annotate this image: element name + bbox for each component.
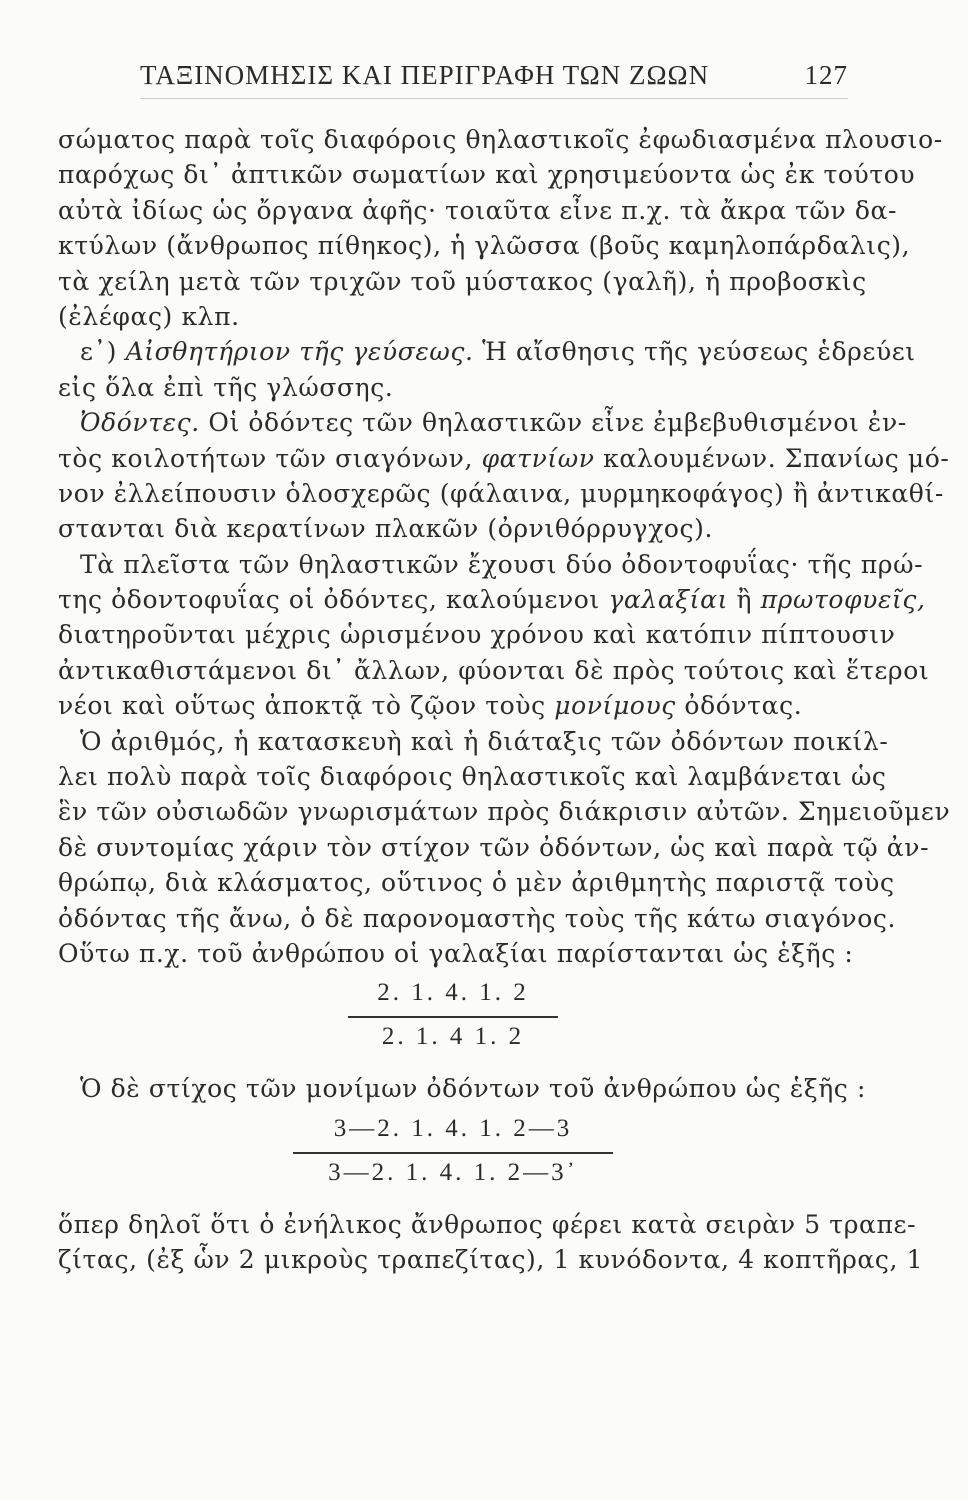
text-line: λει πολὺ παρὰ τοῖς διαφόροις θηλαστικοῖς καὶ λαμβάνεται ὡς [58,762,887,792]
text-line: (ἐλέφας) κλπ. [58,301,240,331]
text-line: δὲ συντομίας χάριν τὸν στίχον τῶν ὀδόντων, ὡς καὶ παρὰ τῷ ἀν- [58,832,930,862]
text-line: διατηροῦνται μέχρις ὡρισμένου χρόνου καὶ κατόπιν πίπτουσιν [58,620,896,650]
dental-formula-permanent-teeth [58,1107,848,1207]
section-title: Αἰσθητήριον τῆς γεύσεως. [125,337,474,367]
text-line [58,441,950,476]
section-text: Ἡ αἴσθησις τῆς γεύσεως ἑδρεύει [473,337,916,367]
text-line: νον ἐλλείπουσιν ὁλοσχερῶς (φάλαινα, μυρμηκοφάγος) ἢ ἀντικαθί- [58,478,944,508]
text-line: Οὕτω π.χ. τοῦ ἀνθρώπου οἱ γαλαξίαι παρίστανται ὡς ἑξῆς : [58,938,854,968]
formula-numerator: 2. 1. 4. 1. 2 [377,979,529,1007]
text-line: παρόχως δι᾽ ἀπτικῶν σωματίων καὶ χρησιμεύοντα ὡς ἐκ τούτου [58,160,916,190]
text-line: κτύλων (ἄνθρωπος πίθηκος), ἡ γλῶσσα (βοῦς καμηλοπάρδαλις), [58,231,911,261]
text-line: στανται διὰ κερατίνων πλακῶν (ὀρνιθόρρυγχος). [58,514,713,544]
text-line [58,688,848,723]
text-span: της ὀδοντοφυΐας οἱ ὀδόντες, καλούμενοι [58,585,609,615]
text-line: ἓν τῶν οὐσιωδῶν γνωρισμάτων πρὸς διάκρισιν αὐτῶν. Σημειοῦμεν [58,797,951,827]
text-line: Ὁ ἀριθμός, ἡ κατασκευὴ καὶ ἡ διάταξις τῶν ὀδόντων ποικίλ- [80,726,889,756]
text-span: ἢ [727,585,761,615]
teeth-title: Ὀδόντες. [80,408,200,438]
text-line: ζίτας, (ἐξ ὧν 2 μικροὺς τραπεζίτας), 1 κυνόδοντα, 4 κοπτῆρας, 1 [58,1245,924,1275]
text-span: νέοι καὶ οὕτως ἀποκτᾷ τὸ ζῷον τοὺς [58,691,555,721]
section-heading-taste [58,334,916,369]
term-monimous: μονίμους [554,691,676,721]
text-line [58,582,926,617]
text-line: Τὰ πλεῖστα τῶν θηλαστικῶν ἔχουσι δύο ὀδοντοφυΐας· τῆς πρώ- [80,549,924,579]
section-prefix: ε᾽) [80,337,118,367]
body-text [58,122,951,1278]
header-rule [140,98,848,99]
running-header [140,54,852,98]
text-line: Ὁ δὲ στίχος τῶν μονίμων ὀδόντων τοῦ ἀνθρώπου ὡς ἑξῆς : [80,1074,866,1104]
text-line: ὅπερ δηλοῖ ὅτι ὁ ἐνήλικος ἄνθρωπος φέρει κατὰ σειρὰν 5 τραπε- [58,1209,917,1239]
text-span: τὸς κοιλοτήτων τῶν σιαγόνων, [58,443,482,473]
term-phatnia: φατνίων [481,443,595,473]
fraction-bar [348,1016,558,1018]
text-line: σώματος παρὰ τοῖς διαφόροις θηλαστικοῖς ἐφωδιασμένα πλουσιο- [58,125,943,154]
teeth-text: Οἱ ὀδόντες τῶν θηλαστικῶν εἶνε ἐμβεβυθισμένοι ἐν- [199,408,907,438]
text-line: ἀντικαθιστάμενοι δι᾽ ἄλλων, φύονται δὲ πρὸς τούτοις καὶ ἕτεροι [58,655,930,685]
formula-denominator: 3—2. 1. 4. 1. 2—3᾽ [328,1158,578,1186]
text-line: αὐτὰ ἰδίως ὡς ὄργανα ἀφῆς· τοιαῦτα εἶνε π.χ. τὰ ἄκρα τῶν δα- [58,195,898,225]
text-span: ὀδόντας. [675,691,803,721]
dental-formula-milk-teeth [58,971,848,1071]
term-protophyeis: πρωτοφυεῖς, [760,585,926,615]
text-span: καλουμένων. Σπανίως μό- [594,443,950,473]
formula-numerator: 3—2. 1. 4. 1. 2—3 [333,1114,573,1142]
text-line: θρώπῳ, διὰ κλάσματος, οὕτινος ὁ μὲν ἀριθμητὴς παριστᾷ τοὺς [58,868,895,898]
formula-denominator: 2. 1. 4 1. 2 [381,1023,525,1051]
text-line: ὀδόντας τῆς ἄνω, ὁ δὲ παρονομαστὴς τοὺς τῆς κάτω σιαγόνος. [58,903,896,933]
page-number: 127 [804,60,848,90]
teeth-heading-line [58,405,907,440]
fraction-bar [293,1152,613,1154]
term-galaxiai: γαλαξίαι [608,585,728,615]
text-line: εἰς ὅλα ἐπὶ τῆς γλώσσης. [58,372,394,402]
header-title: ΤΑΞΙΝΟΜΗΣΙΣ ΚΑΙ ΠΕΡΙΓΡΑΦΗ ΤΩΝ ΖΩΩΝ [140,60,710,90]
text-line: τὰ χείλη μετὰ τῶν τριχῶν τοῦ μύστακος (γαλῆ), ἡ προβοσκὶς [58,266,867,296]
